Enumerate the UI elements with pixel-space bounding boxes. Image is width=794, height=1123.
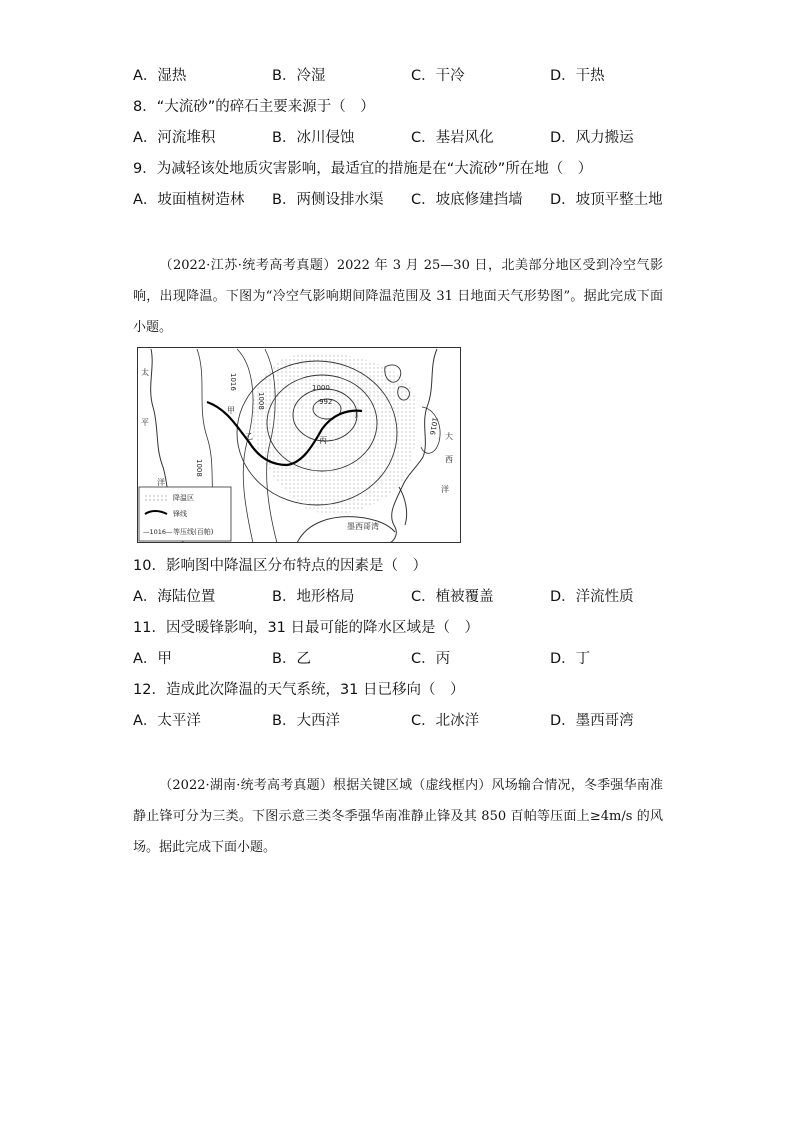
q9-stem: 9．为减轻该处地质灾害影响，最适宜的措施是在“大流砂”所在地（ ）: [133, 161, 593, 177]
place-label-ding: 丁: [352, 410, 360, 419]
q10-option-a[interactable]: A．海陆位置: [133, 589, 216, 605]
q11-option-d[interactable]: D．丁: [550, 651, 591, 667]
q8-option-b[interactable]: B．冰川侵蚀: [272, 130, 355, 146]
q12-option-d[interactable]: D．墨西哥湾: [550, 713, 634, 729]
weather-map: [137, 347, 461, 543]
isobar-label-992: 992: [319, 398, 333, 406]
isobar-label-1000: 1000: [312, 384, 330, 392]
q9-option-b[interactable]: B．两侧设排水渠: [272, 192, 384, 208]
q7-option-c[interactable]: C．干冷: [411, 68, 465, 84]
passage-intro-hunan-text: （2022·湖南·统考高考真题）根据关键区域（虚线框内）风场输合情况，冬季强华南准静止锋可分为三类。下图示意三类冬季强华南准静止锋及其 850 百帕等压面上≥4m/s 的风场。据此完成下面小题。: [133, 778, 663, 855]
q10-option-b[interactable]: B．地形格局: [272, 589, 355, 605]
q10-stem: 10．影响图中降温区分布特点的因素是（ ）: [133, 558, 427, 574]
q10-option-d[interactable]: D．洋流性质: [550, 589, 634, 605]
q9-option-a[interactable]: A．坡面植树造林: [133, 192, 245, 208]
q11-stem: 11．因受暖锋影响，31 日最可能的降水区域是（ ）: [133, 620, 480, 636]
place-label-yi: 乙: [245, 432, 253, 441]
q8-option-a[interactable]: A．河流堆积: [133, 130, 216, 146]
q11-option-c[interactable]: C．丙: [411, 651, 451, 667]
q12-option-b[interactable]: B．大西洋: [272, 713, 340, 729]
isobar-label-1016-west: 1016: [229, 373, 237, 391]
q12-stem: 12．造成此次降温的天气系统，31 日已移向（ ）: [133, 682, 465, 698]
place-label-bing: 丙: [319, 436, 327, 445]
ocean-label-atlantic-1: 大: [445, 432, 453, 441]
q7-option-a[interactable]: A．湿热: [133, 68, 187, 84]
q8-stem: 8．“大流砂”的碎石主要来源于（ ）: [133, 99, 375, 115]
isobar-label-1008-west: 1008: [257, 392, 265, 410]
q11-option-b[interactable]: B．乙: [272, 651, 311, 667]
q7-option-d[interactable]: D．干热: [550, 68, 605, 84]
ocean-label-pacific-1: 太: [141, 368, 149, 377]
legend-isobar-swatch: —1016—: [143, 528, 173, 536]
passage-intro-jiangsu-text: （2022·江苏·统考高考真题）2022 年 3 月 25—30 日，北美部分地区受到冷空气影响，出现降温。下图为“冷空气影响期间降温范围及 31 日地面天气形势图”。据此完成下面小题。: [133, 258, 663, 335]
q9-option-c[interactable]: C．坡底修建挡墙: [411, 192, 523, 208]
q12-option-c[interactable]: C．北冰洋: [411, 713, 480, 729]
ocean-label-pacific-2: 平: [141, 418, 149, 427]
ocean-label-atlantic-2: 西: [445, 455, 453, 464]
map-legend: [139, 487, 231, 541]
legend-cooling-swatch: [145, 493, 167, 501]
isobar-label-1008-sw: 1008: [195, 459, 203, 477]
q7-option-b[interactable]: B．冷湿: [272, 68, 326, 84]
legend-front-label: 锋线: [173, 510, 187, 518]
isobar-label-1016-east: 1016: [427, 416, 439, 436]
q11-option-a[interactable]: A．甲: [133, 651, 172, 667]
ocean-label-pacific-3: 洋: [157, 478, 165, 487]
q12-option-a[interactable]: A．太平洋: [133, 713, 201, 729]
ocean-label-atlantic-3: 洋: [441, 485, 449, 494]
q8-option-c[interactable]: C．基岩风化: [411, 130, 494, 146]
legend-cooling-label: 降温区: [173, 494, 194, 502]
gulf-label: 墨西哥湾: [347, 522, 379, 531]
q10-option-c[interactable]: C．植被覆盖: [411, 589, 494, 605]
q9-option-d[interactable]: D．坡顶平整土地: [550, 192, 663, 208]
place-label-jia: 甲: [227, 406, 235, 415]
legend-isobar-label: 等压线(百帕): [173, 528, 214, 536]
q8-option-d[interactable]: D．风力搬运: [550, 130, 634, 146]
passage-intro-jiangsu: [133, 250, 663, 343]
passage-intro-hunan: [133, 770, 663, 863]
